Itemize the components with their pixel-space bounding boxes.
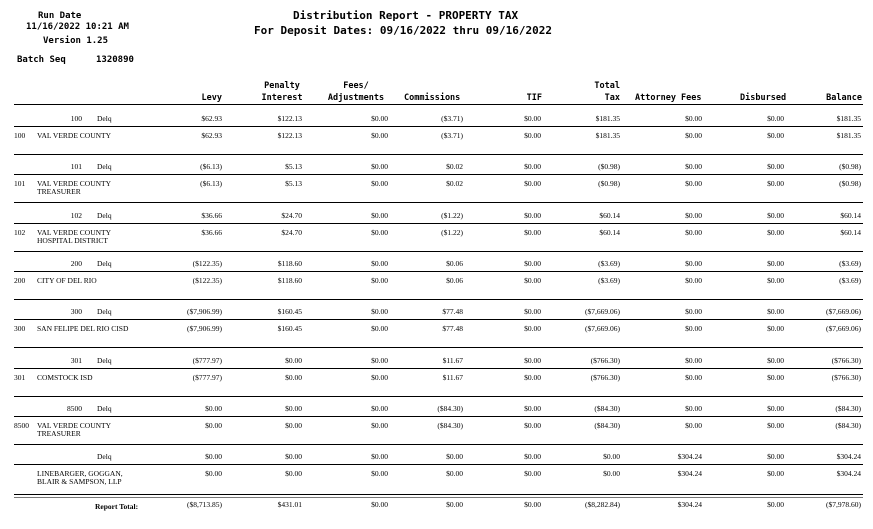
delq-disbursed-value: $0.00 <box>767 211 784 220</box>
entity-fees-adjustments-value: $0.00 <box>371 469 388 478</box>
entity-balance-value: ($0.98) <box>839 179 861 188</box>
delq-total-tax-value: $181.35 <box>595 114 620 123</box>
delq-balance-value: $181.35 <box>836 114 861 123</box>
delq-total-tax-value: ($0.98) <box>598 162 620 171</box>
entity-attorney-fees-value: $0.00 <box>685 421 702 430</box>
entity-tif-value: $0.00 <box>524 373 541 382</box>
entity-levy-value: ($122.35) <box>192 276 222 285</box>
entity-levy-value: $0.00 <box>205 469 222 478</box>
entity-name-line2: HOSPITAL DISTRICT <box>37 236 108 245</box>
entity-code: 8500 <box>14 421 29 430</box>
run-date-label: Run Date <box>38 11 82 21</box>
entity-total-tax-value: ($84.30) <box>594 421 620 430</box>
col-tif: TIF <box>526 93 542 103</box>
col-fees-top: Fees/ <box>343 81 369 91</box>
delq-balance-value: ($84.30) <box>835 404 861 413</box>
entity-name: SAN FELIPE DEL RIO CISD <box>37 324 129 333</box>
entity-levy-value: $62.93 <box>201 131 222 140</box>
delq-fees-adjustments-value: $0.00 <box>371 356 388 365</box>
entity-tif-value: $0.00 <box>524 228 541 237</box>
delq-row-label: Delq <box>97 259 112 268</box>
entity-commissions-value: ($3.71) <box>441 131 463 140</box>
delq-attorney-fees-value: $0.00 <box>685 356 702 365</box>
delq-tif-value: $0.00 <box>524 211 541 220</box>
delq-attorney-fees-value: $0.00 <box>685 307 702 316</box>
entity-balance-value: ($84.30) <box>835 421 861 430</box>
delq-row-label: Delq <box>97 404 112 413</box>
entity-penalty-interest-value: $5.13 <box>285 179 302 188</box>
delq-disbursed-value: $0.00 <box>767 162 784 171</box>
entity-name: VAL VERDE COUNTY <box>37 421 112 430</box>
entity-penalty-interest-value: $122.13 <box>277 131 302 140</box>
entity-name: COMSTOCK ISD <box>37 373 93 382</box>
group-rule <box>14 319 863 320</box>
total-disbursed-value: $0.00 <box>767 500 784 509</box>
entity-disbursed-value: $0.00 <box>767 276 784 285</box>
group-rule <box>14 271 863 272</box>
delq-disbursed-value: $0.00 <box>767 307 784 316</box>
group-end-rule <box>14 299 863 300</box>
entity-commissions-value: $0.06 <box>446 276 463 285</box>
delq-commissions-value: $11.67 <box>442 356 463 365</box>
delq-fees-adjustments-value: $0.00 <box>371 259 388 268</box>
col-balance: Balance <box>826 93 862 103</box>
entity-disbursed-value: $0.00 <box>767 469 784 478</box>
entity-total-tax-value: $0.00 <box>603 469 620 478</box>
entity-levy-value: ($7,906.99) <box>187 324 222 333</box>
entity-name-line2: TREASURER <box>37 187 81 196</box>
delq-levy-value: ($7,906.99) <box>187 307 222 316</box>
delq-attorney-fees-value: $0.00 <box>685 259 702 268</box>
entity-fees-adjustments-value: $0.00 <box>371 228 388 237</box>
delq-row-code: 102 <box>70 211 82 220</box>
batch-seq-value: 1320890 <box>96 55 134 65</box>
entity-disbursed-value: $0.00 <box>767 421 784 430</box>
delq-total-tax-value: ($7,669.06) <box>585 307 620 316</box>
delq-penalty-interest-value: $0.00 <box>285 356 302 365</box>
entity-commissions-value: $11.67 <box>442 373 463 382</box>
entity-commissions-value: $0.00 <box>446 469 463 478</box>
group-rule <box>14 464 863 465</box>
delq-levy-value: $0.00 <box>205 404 222 413</box>
entity-levy-value: ($6.13) <box>200 179 222 188</box>
delq-tif-value: $0.00 <box>524 404 541 413</box>
entity-balance-value: ($766.30) <box>831 373 861 382</box>
delq-row-code: 8500 <box>67 404 82 413</box>
group-end-rule <box>14 347 863 348</box>
col-attorney-fees: Attorney Fees <box>635 93 702 103</box>
delq-balance-value: ($3.69) <box>839 259 861 268</box>
delq-tif-value: $0.00 <box>524 114 541 123</box>
entity-fees-adjustments-value: $0.00 <box>371 276 388 285</box>
entity-disbursed-value: $0.00 <box>767 228 784 237</box>
entity-balance-value: ($3.69) <box>839 276 861 285</box>
entity-tif-value: $0.00 <box>524 421 541 430</box>
report-title: Distribution Report - PROPERTY TAX <box>293 9 519 22</box>
delq-row-code: 301 <box>70 356 82 365</box>
header-rule <box>14 104 863 105</box>
col-levy: Levy <box>201 93 222 103</box>
delq-disbursed-value: $0.00 <box>767 114 784 123</box>
delq-balance-value: ($7,669.06) <box>826 307 861 316</box>
entity-levy-value: $0.00 <box>205 421 222 430</box>
entity-fees-adjustments-value: $0.00 <box>371 373 388 382</box>
delq-balance-value: $60.14 <box>840 211 861 220</box>
entity-disbursed-value: $0.00 <box>767 131 784 140</box>
report-subtitle: For Deposit Dates: 09/16/2022 thru 09/16/2022 <box>254 24 553 37</box>
entity-attorney-fees-value: $0.00 <box>685 228 702 237</box>
group-end-rule <box>14 202 863 203</box>
delq-levy-value: $62.93 <box>201 114 222 123</box>
entity-penalty-interest-value: $160.45 <box>277 324 302 333</box>
group-end-rule <box>14 154 863 155</box>
total-total-tax-value: ($8,282.84) <box>585 500 620 509</box>
entity-total-tax-value: $181.35 <box>595 131 620 140</box>
entity-balance-value: $60.14 <box>840 228 861 237</box>
entity-name-line2: BLAIR & SAMPSON, LLP <box>37 477 122 486</box>
entity-total-tax-value: $60.14 <box>599 228 620 237</box>
entity-name: LINEBARGER, GOGGAN, <box>37 469 123 478</box>
delq-levy-value: ($777.97) <box>192 356 222 365</box>
entity-levy-value: ($777.97) <box>192 373 222 382</box>
report-total-label: Report Total: <box>95 502 139 511</box>
group-rule <box>14 223 863 224</box>
delq-penalty-interest-value: $118.60 <box>277 259 302 268</box>
batch-seq-label: Batch Seq <box>17 55 66 65</box>
delq-tif-value: $0.00 <box>524 259 541 268</box>
entity-code: 200 <box>14 276 26 285</box>
entity-attorney-fees-value: $0.00 <box>685 373 702 382</box>
delq-penalty-interest-value: $0.00 <box>285 404 302 413</box>
delq-commissions-value: $77.48 <box>442 307 463 316</box>
entity-name: VAL VERDE COUNTY <box>37 131 112 140</box>
entity-disbursed-value: $0.00 <box>767 373 784 382</box>
delq-fees-adjustments-value: $0.00 <box>371 162 388 171</box>
delq-disbursed-value: $0.00 <box>767 259 784 268</box>
entity-tif-value: $0.00 <box>524 131 541 140</box>
entity-penalty-interest-value: $118.60 <box>277 276 302 285</box>
delq-attorney-fees-value: $304.24 <box>677 452 702 461</box>
delq-row-label: Delq <box>97 452 112 461</box>
entity-commissions-value: ($1.22) <box>441 228 463 237</box>
delq-levy-value: $0.00 <box>205 452 222 461</box>
entity-total-tax-value: ($7,669.06) <box>585 324 620 333</box>
entity-code: 100 <box>14 131 26 140</box>
delq-row-code: 300 <box>70 307 82 316</box>
delq-row-label: Delq <box>97 356 112 365</box>
run-date-value: 11/16/2022 10:21 AM <box>26 22 129 32</box>
entity-tif-value: $0.00 <box>524 469 541 478</box>
entity-balance-value: $304.24 <box>836 469 861 478</box>
entity-penalty-interest-value: $24.70 <box>281 228 302 237</box>
col-commissions: Commissions <box>404 93 461 103</box>
entity-total-tax-value: ($3.69) <box>598 276 620 285</box>
delq-balance-value: ($0.98) <box>839 162 861 171</box>
col-total-bottom: Tax <box>604 93 620 103</box>
group-end-rule <box>14 444 863 445</box>
entity-commissions-value: $0.02 <box>446 179 463 188</box>
group-end-rule <box>14 251 863 252</box>
delq-balance-value: ($766.30) <box>831 356 861 365</box>
delq-tif-value: $0.00 <box>524 356 541 365</box>
total-rule-bottom <box>14 497 863 498</box>
delq-commissions-value: ($84.30) <box>437 404 463 413</box>
total-attorney-fees-value: $304.24 <box>677 500 702 509</box>
delq-commissions-value: $0.02 <box>446 162 463 171</box>
delq-row-code: 100 <box>70 114 82 123</box>
delq-attorney-fees-value: $0.00 <box>685 162 702 171</box>
entity-fees-adjustments-value: $0.00 <box>371 131 388 140</box>
group-rule <box>14 126 863 127</box>
entity-attorney-fees-value: $0.00 <box>685 131 702 140</box>
entity-total-tax-value: ($766.30) <box>590 373 620 382</box>
entity-code: 102 <box>14 228 26 237</box>
col-fees-bottom: Adjustments <box>327 93 385 103</box>
entity-levy-value: $36.66 <box>201 228 222 237</box>
delq-row-label: Delq <box>97 307 112 316</box>
entity-attorney-fees-value: $304.24 <box>677 469 702 478</box>
delq-fees-adjustments-value: $0.00 <box>371 404 388 413</box>
delq-penalty-interest-value: $160.45 <box>277 307 302 316</box>
entity-balance-value: ($7,669.06) <box>826 324 861 333</box>
total-fees-adjustments-value: $0.00 <box>371 500 388 509</box>
entity-name-line2: TREASURER <box>37 429 81 438</box>
delq-commissions-value: ($3.71) <box>441 114 463 123</box>
delq-tif-value: $0.00 <box>524 162 541 171</box>
entity-tif-value: $0.00 <box>524 324 541 333</box>
entity-tif-value: $0.00 <box>524 179 541 188</box>
col-penalty-top: Penalty <box>264 81 300 91</box>
entity-commissions-value: ($84.30) <box>437 421 463 430</box>
group-rule <box>14 174 863 175</box>
delq-row-label: Delq <box>97 162 112 171</box>
delq-row-code: 101 <box>70 162 82 171</box>
entity-name: CITY OF DEL RIO <box>37 276 97 285</box>
total-commissions-value: $0.00 <box>446 500 463 509</box>
entity-balance-value: $181.35 <box>836 131 861 140</box>
delq-total-tax-value: ($766.30) <box>590 356 620 365</box>
entity-fees-adjustments-value: $0.00 <box>371 421 388 430</box>
delq-disbursed-value: $0.00 <box>767 452 784 461</box>
entity-penalty-interest-value: $0.00 <box>285 469 302 478</box>
delq-row-label: Delq <box>97 114 112 123</box>
entity-tif-value: $0.00 <box>524 276 541 285</box>
delq-row-code: 200 <box>70 259 82 268</box>
total-levy-value: ($8,713.85) <box>187 500 222 509</box>
delq-penalty-interest-value: $24.70 <box>281 211 302 220</box>
entity-name: VAL VERDE COUNTY <box>37 179 112 188</box>
entity-code: 301 <box>14 373 26 382</box>
delq-total-tax-value: $60.14 <box>599 211 620 220</box>
col-disbursed: Disbursed <box>740 93 787 103</box>
delq-fees-adjustments-value: $0.00 <box>371 307 388 316</box>
delq-disbursed-value: $0.00 <box>767 356 784 365</box>
entity-name: VAL VERDE COUNTY <box>37 228 112 237</box>
delq-commissions-value: $0.00 <box>446 452 463 461</box>
col-total-top: Total <box>594 81 620 91</box>
version-label: Version 1.25 <box>43 36 109 46</box>
delq-penalty-interest-value: $5.13 <box>285 162 302 171</box>
entity-code: 300 <box>14 324 26 333</box>
entity-attorney-fees-value: $0.00 <box>685 276 702 285</box>
delq-commissions-value: $0.06 <box>446 259 463 268</box>
entity-fees-adjustments-value: $0.00 <box>371 324 388 333</box>
delq-levy-value: $36.66 <box>201 211 222 220</box>
delq-attorney-fees-value: $0.00 <box>685 404 702 413</box>
entity-attorney-fees-value: $0.00 <box>685 324 702 333</box>
entity-disbursed-value: $0.00 <box>767 324 784 333</box>
delq-total-tax-value: ($3.69) <box>598 259 620 268</box>
delq-tif-value: $0.00 <box>524 307 541 316</box>
total-tif-value: $0.00 <box>524 500 541 509</box>
delq-commissions-value: ($1.22) <box>441 211 463 220</box>
delq-fees-adjustments-value: $0.00 <box>371 211 388 220</box>
entity-attorney-fees-value: $0.00 <box>685 179 702 188</box>
group-rule <box>14 368 863 369</box>
delq-total-tax-value: ($84.30) <box>594 404 620 413</box>
entity-penalty-interest-value: $0.00 <box>285 421 302 430</box>
delq-levy-value: ($6.13) <box>200 162 222 171</box>
group-rule <box>14 416 863 417</box>
delq-penalty-interest-value: $0.00 <box>285 452 302 461</box>
entity-code: 101 <box>14 179 26 188</box>
delq-fees-adjustments-value: $0.00 <box>371 114 388 123</box>
delq-balance-value: $304.24 <box>836 452 861 461</box>
col-penalty-bottom: Interest <box>261 93 303 103</box>
delq-total-tax-value: $0.00 <box>603 452 620 461</box>
delq-tif-value: $0.00 <box>524 452 541 461</box>
entity-fees-adjustments-value: $0.00 <box>371 179 388 188</box>
entity-disbursed-value: $0.00 <box>767 179 784 188</box>
delq-attorney-fees-value: $0.00 <box>685 211 702 220</box>
entity-penalty-interest-value: $0.00 <box>285 373 302 382</box>
delq-penalty-interest-value: $122.13 <box>277 114 302 123</box>
delq-row-label: Delq <box>97 211 112 220</box>
total-rule-top <box>14 494 863 495</box>
entity-commissions-value: $77.48 <box>442 324 463 333</box>
group-end-rule <box>14 396 863 397</box>
total-penalty-interest-value: $431.01 <box>277 500 302 509</box>
delq-disbursed-value: $0.00 <box>767 404 784 413</box>
entity-total-tax-value: ($0.98) <box>598 179 620 188</box>
delq-levy-value: ($122.35) <box>192 259 222 268</box>
delq-attorney-fees-value: $0.00 <box>685 114 702 123</box>
delq-fees-adjustments-value: $0.00 <box>371 452 388 461</box>
total-balance-value: ($7,978.60) <box>826 500 861 509</box>
